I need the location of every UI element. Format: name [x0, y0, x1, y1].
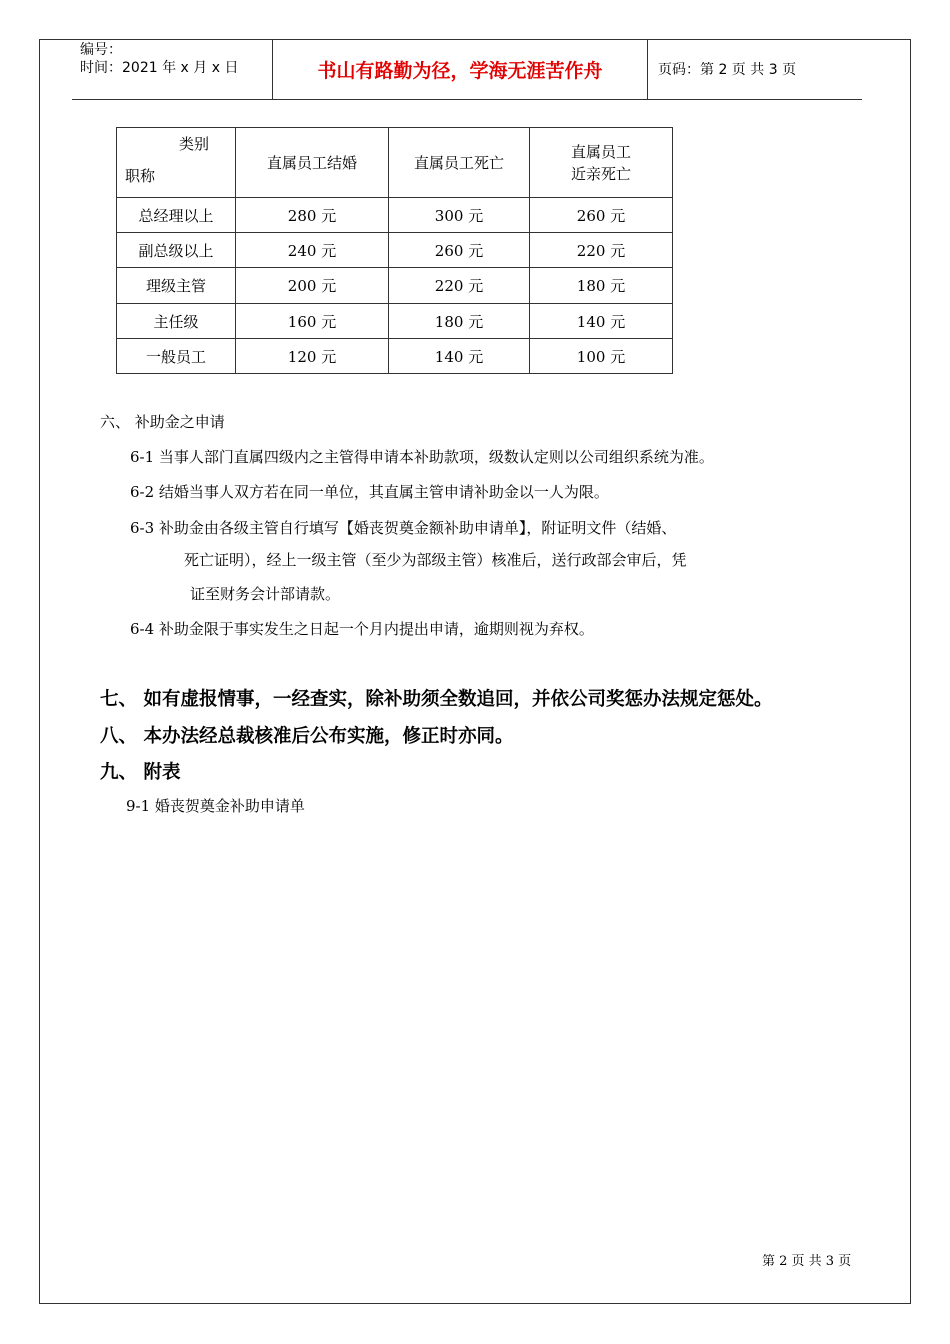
table-row: [117, 304, 673, 339]
table-cell: 260 元: [530, 198, 673, 233]
column-header: 直属员工结婚: [236, 128, 389, 198]
table-cell: 160 元: [236, 304, 389, 339]
table-cell: 140 元: [530, 304, 673, 339]
row-title: 总经理以上: [117, 198, 236, 233]
table-corner-cell: [117, 128, 236, 198]
section-8: 八、 本办法经总裁核准后公布实施，修正时亦同。: [100, 726, 514, 747]
row-title: 理级主管: [117, 268, 236, 304]
table-header-row: [117, 128, 673, 198]
column-header: 直属员工死亡: [389, 128, 530, 198]
page-footer: 第 2 页 共 3 页: [762, 1254, 852, 1269]
table-row: [117, 268, 673, 304]
table-cell: 200 元: [236, 268, 389, 304]
row-title: 副总级以上: [117, 233, 236, 268]
table-cell: 180 元: [530, 268, 673, 304]
clause-6-3-line-2: 死亡证明），经上一级主管（至少为部级主管）核准后，送行政部会审后，凭: [184, 551, 687, 569]
table-row: [117, 339, 673, 374]
table-cell: 240 元: [236, 233, 389, 268]
clause-6-4: 6-4 补助金限于事实发生之日起一个月内提出申请，逾期则视为弃权。: [130, 620, 594, 638]
attachment-9-1: 9-1 婚丧贺奠金补助申请单: [126, 797, 305, 815]
table-cell: 140 元: [389, 339, 530, 374]
table-cell: 120 元: [236, 339, 389, 374]
number-label: 编号：: [80, 42, 122, 58]
table-row: [117, 233, 673, 268]
section-6-title: 六、 补助金之申请: [100, 413, 225, 431]
table-cell: 180 元: [389, 304, 530, 339]
page-header: [72, 39, 862, 100]
clause-6-2: 6-2 结婚当事人双方若在同一单位，其直属主管申请补助金以一人为限。: [130, 483, 609, 501]
table-cell: 300 元: [389, 198, 530, 233]
corner-title-label: 职称: [125, 167, 156, 185]
header-page-info: 页码：第 2 页 共 3 页: [658, 62, 797, 78]
column-header: 直属员工 近亲死亡: [530, 128, 673, 198]
table-cell: 220 元: [530, 233, 673, 268]
table-cell: 260 元: [389, 233, 530, 268]
table-row: [117, 198, 673, 233]
table-cell: 280 元: [236, 198, 389, 233]
clause-6-3-line-3: 证至财务会计部请款。: [190, 585, 341, 603]
header-motto: 书山有路勤为径，学海无涯苦作舟: [272, 39, 648, 99]
row-title: 一般员工: [117, 339, 236, 374]
table-cell: 220 元: [389, 268, 530, 304]
subsidy-table: [116, 127, 673, 374]
section-7: 七、 如有虚报情事，一经查实，除补助须全数追回，并依公司奖惩办法规定惩处。: [100, 689, 773, 710]
date-label: 时间：2021 年 x 月 x 日: [80, 60, 239, 76]
header-left: [80, 41, 238, 77]
corner-category-label: 类别: [179, 135, 210, 153]
row-title: 主任级: [117, 304, 236, 339]
clause-6-3: 6-3 补助金由各级主管自行填写【婚丧贺奠金额补助申请单】，附证明文件（结婚、: [130, 519, 677, 537]
table-cell: 100 元: [530, 339, 673, 374]
clause-6-1: 6-1 当事人部门直属四级内之主管得申请本补助款项，级数认定则以公司组织系统为准。: [130, 448, 714, 466]
section-9: 九、 附表: [100, 762, 181, 783]
